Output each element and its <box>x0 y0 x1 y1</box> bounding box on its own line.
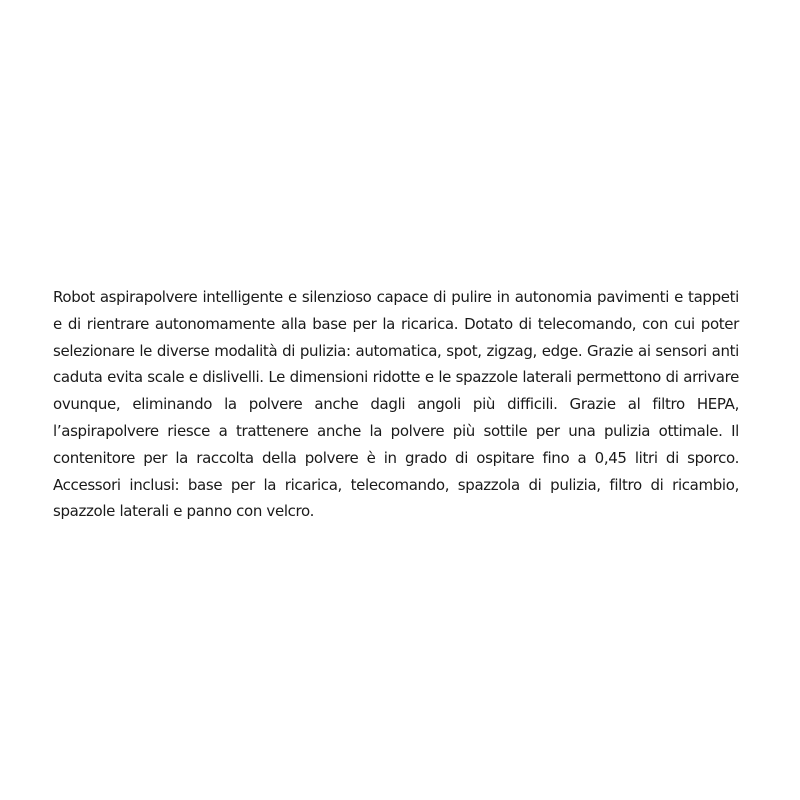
product-description: Robot aspirapolvere intelligente e silenzioso capace di pulire in autonomia pavimenti e tappeti e di rientrare autonomamente alla base per la ricarica. Dotato di telecomando, con cui poter selezionare le diverse modalità di pulizia: automatica, spot, zigzag, edge. Grazie ai sensori anti caduta evita scale e dislivelli. Le dimensioni ridotte e le spazzole laterali permettono di arrivare ovunque, eliminando la polvere anche dagli angoli più difficili. Grazie al filtro HEPA, l’aspirapolvere riesce a trattenere anche la polvere più sottile per una pulizia ottimale. Il contenitore per la raccolta della polvere è in grado di ospitare fino a 0,45 litri di sporco. Accessori inclusi: base per la ricarica, telecomando, spazzola di pulizia, filtro di ricambio, spazzole laterali e panno con velcro. <box>53 288 739 521</box>
